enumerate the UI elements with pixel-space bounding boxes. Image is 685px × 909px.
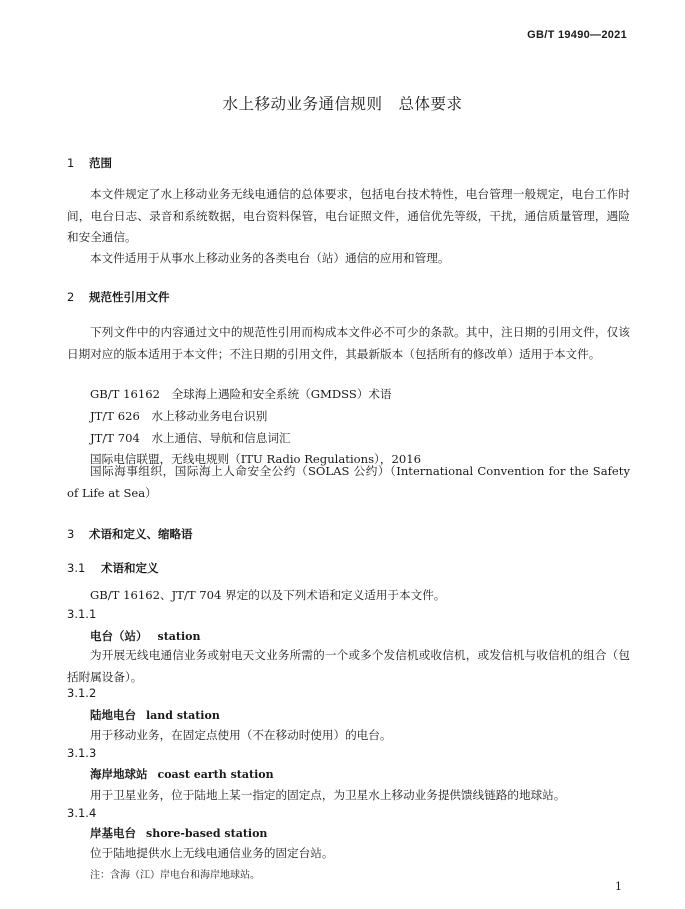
term-entry xyxy=(90,628,201,644)
term-english: coast earth station xyxy=(157,768,274,781)
term-definition: 为开展无线电通信业务或射电天文业务所需的一个或多个发信机或收信机，或发信机与收信机的组合（包括附属设备）。 xyxy=(67,648,630,684)
term-chinese: 岸基电台 xyxy=(90,826,136,840)
term-entry xyxy=(90,707,220,723)
term-definition: 用于移动业务，在固定点使用（不在移动时使用）的电台。 xyxy=(90,728,392,742)
term-number: 3.1.1 xyxy=(67,607,97,621)
section-number: 3 xyxy=(67,527,75,541)
term-note: 注：含海（江）岸电台和海岸地球站。 xyxy=(90,870,260,881)
term-definition: 位于陆地提供水上无线电通信业务的固定台站。 xyxy=(90,846,334,860)
document-title: 水上移动业务通信规则 总体要求 xyxy=(222,95,463,113)
section-number: 1 xyxy=(67,156,75,170)
term-chinese: 电台（站） xyxy=(90,629,148,643)
term-english: station xyxy=(157,630,201,643)
subsection-number: 3.1 xyxy=(67,561,86,575)
section-number: 2 xyxy=(67,290,75,304)
reference-item: JT/T 704 水上通信、导航和信息词汇 xyxy=(90,431,291,445)
term-definition: 用于卫星业务，位于陆地上某一指定的固定点，为卫星水上移动业务提供馈线链路的地球站。 xyxy=(90,788,566,802)
term-entry xyxy=(90,766,274,782)
term-chinese: 陆地电台 xyxy=(90,708,136,722)
reference-item: GB/T 16162 全球海上遇险和安全系统（GMDSS）术语 xyxy=(90,387,392,401)
reference-item-solas: 国际海事组织，国际海上人命安全公约（SOLAS 公约）（International Convention for the Safety of Life at Sea） xyxy=(67,464,630,500)
standard-number: GB/T 19490—2021 xyxy=(527,29,627,41)
section-title: 术语和定义、缩略语 xyxy=(89,527,193,541)
scope-paragraph-2: 本文件适用于从事水上移动业务的各类电台（站）通信的应用和管理。 xyxy=(90,251,450,265)
term-number: 3.1.4 xyxy=(67,806,97,820)
term-number: 3.1.3 xyxy=(67,746,97,760)
subsection-title: 术语和定义 xyxy=(101,561,159,575)
term-entry xyxy=(90,825,267,841)
section-heading-terms xyxy=(67,526,193,542)
term-english: shore-based station xyxy=(146,827,268,840)
reference-item: JT/T 626 水上移动业务电台识别 xyxy=(90,409,268,423)
section-heading-normative-references xyxy=(67,289,170,305)
scope-paragraph-1: 本文件规定了水上移动业务无线电通信的总体要求，包括电台技术特性，电台管理一般规定，电台工作时间，电台日志、录音和系统数据，电台资料保管，电台证照文件，通信优先等级，干扰，通信质量管理，遇险和安全通信。 xyxy=(67,187,630,244)
section-heading-scope xyxy=(67,155,112,171)
term-number: 3.1.2 xyxy=(67,686,97,700)
page-number: 1 xyxy=(615,880,622,893)
reference-item: 国际电信联盟，无线电规则（ITU Radio Regulations），2016 xyxy=(90,452,421,466)
term-chinese: 海岸地球站 xyxy=(90,767,148,781)
section-title: 范围 xyxy=(89,156,112,170)
references-intro-paragraph: 下列文件中的内容通过文中的规范性引用而构成本文件必不可少的条款。其中，注日期的引用文件，仅该日期对应的版本适用于本文件；不注日期的引用文件，其最新版本（包括所有的修改单）适用于本文件。 xyxy=(67,325,630,361)
term-english: land station xyxy=(146,709,220,722)
section-title: 规范性引用文件 xyxy=(89,290,170,304)
subsection-heading-terms-definitions xyxy=(67,560,159,576)
terms-intro-paragraph: GB/T 16162、JT/T 704 界定的以及下列术语和定义适用于本文件。 xyxy=(90,588,446,602)
